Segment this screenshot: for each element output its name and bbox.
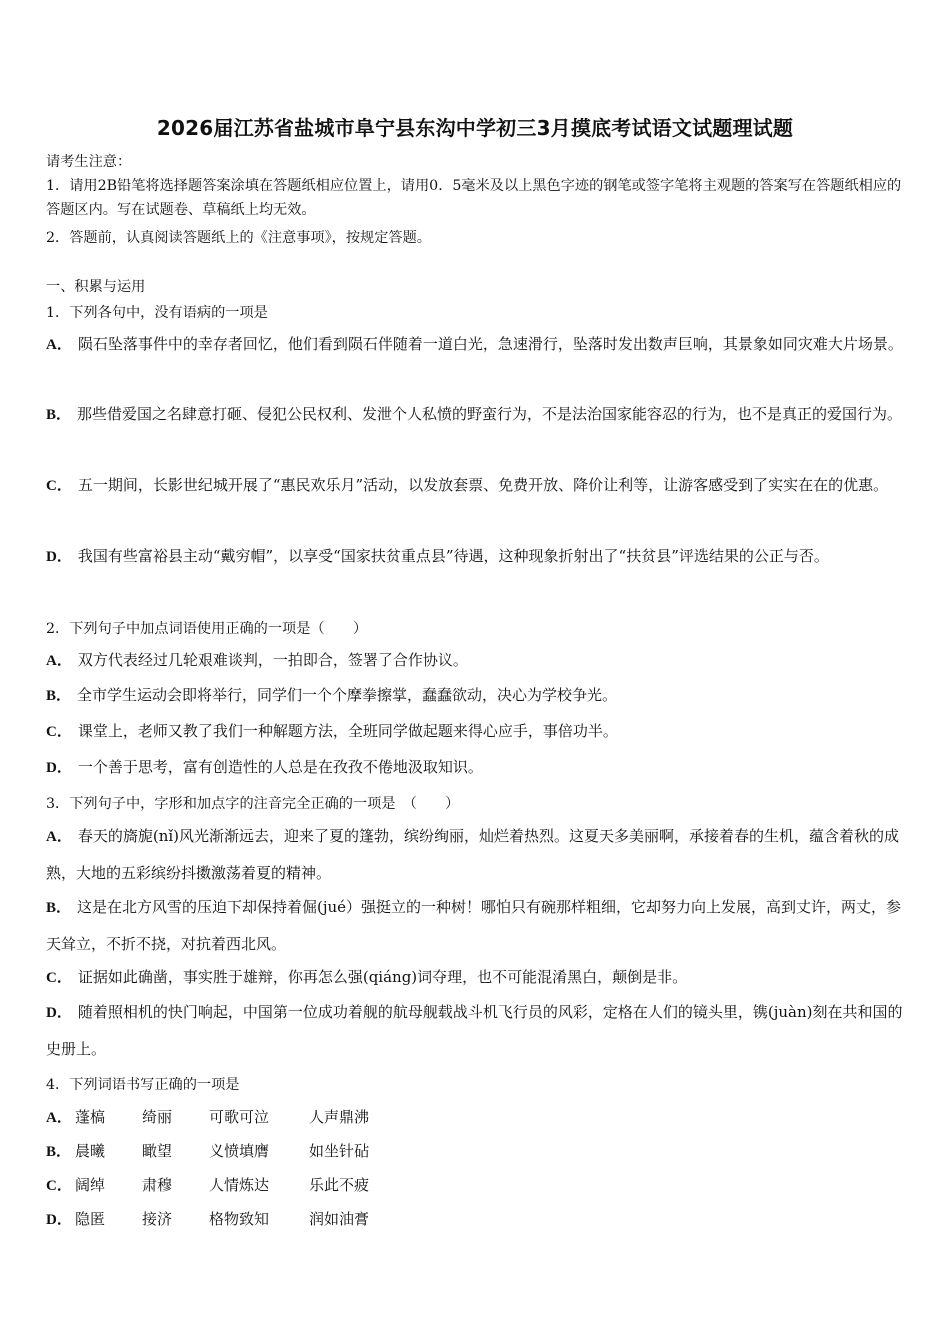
option-text: 随着照相机的快门响起，中国第一位成功着舰的航母舰载战斗机飞行员的风彩，定格在人们的镜头里，镌(juàn)刻在共和国的史册上。 — [46, 1003, 903, 1058]
question-2-stem: 2．下列句子中加点词语使用正确的一项是（ ） — [46, 621, 368, 637]
option-letter: D． — [46, 549, 72, 565]
word-2: 绮丽 — [142, 1108, 173, 1126]
word-4: 润如油膏 — [309, 1210, 370, 1228]
question-1-option-d — [46, 538, 908, 575]
notice-item-1: 1．请用2B铅笔将选择题答案涂填在答题纸相应位置上，请用0．5毫米及以上黑色字迹的钢笔或签字笔将主观题的答案写在答题纸相应的答题区内。写在试题卷、草稿纸上均无效。 — [46, 178, 902, 218]
option-letter: D． — [46, 760, 72, 776]
question-2-option-a — [46, 642, 908, 679]
option-letter: A． — [46, 337, 72, 353]
word-2: 瞰望 — [142, 1142, 173, 1160]
question-1-option-b — [46, 396, 908, 433]
option-text: 证据如此确凿，事实胜于雄辩，你再怎么强(qiáng)词夺理，也不可能混淆黑白，颠倒是非。 — [77, 968, 688, 986]
question-3-option-a — [46, 818, 908, 891]
word-3: 可歌可泣 — [209, 1108, 270, 1126]
word-2: 肃穆 — [142, 1176, 173, 1194]
option-text: 陨石坠落事件中的幸存者回忆，他们看到陨石伴随着一道白光，急速滑行，坠落时发出数声巨响，其景象如同灾难大片场景。 — [77, 335, 903, 353]
notice-heading: 请考生注意： — [46, 154, 132, 170]
page-title: 2026届江苏省盐城市阜宁县东沟中学初三3月摸底考试语文试题理试题 — [156, 116, 794, 140]
word-3: 义愤填膺 — [209, 1142, 270, 1160]
notice-item-2: 2．答题前，认真阅读答题纸上的《注意事项》，按规定答题。 — [46, 230, 431, 246]
option-letter: B． — [46, 407, 72, 423]
option-text: 这是在北方风雪的压迫下却保持着倔(jué）强挺立的一种树！哪怕只有碗那样粗细，它却努力向上发展，高到丈许，两丈，参天耸立，不折不挠，对抗着西北风。 — [46, 898, 902, 953]
word-1: 阔绰 — [75, 1176, 106, 1194]
option-letter: D． — [46, 1005, 72, 1021]
option-letter: D． — [46, 1212, 72, 1228]
option-text: 一个善于思考，富有创造性的人总是在孜孜不倦地汲取知识。 — [77, 758, 483, 776]
word-3: 人情炼达 — [209, 1176, 270, 1194]
question-4-stem: 4．下列词语书写正确的一项是 — [46, 1077, 240, 1093]
question-3-option-b — [46, 889, 908, 962]
word-1: 蓬槁 — [75, 1108, 106, 1126]
question-1-option-c — [46, 467, 908, 504]
option-letter: B． — [46, 688, 72, 704]
word-2: 接济 — [142, 1210, 173, 1228]
question-2-option-b — [46, 677, 908, 714]
question-3-stem: 3．下列句子中，字形和加点字的注音完全正确的一项是 （ ） — [46, 796, 460, 812]
word-4: 人声鼎沸 — [309, 1108, 370, 1126]
section-heading: 一、积累与运用 — [46, 279, 146, 295]
option-text: 春天的旖旎(nǐ)风光渐渐远去，迎来了夏的篷勃，缤纷绚丽，灿烂着热烈。这夏天多美丽啊，承接着春的生机，蕴含着秋的成熟，大地的五彩缤纷抖擞激荡着夏的精神。 — [46, 827, 900, 882]
word-1: 隐匿 — [75, 1210, 106, 1228]
word-1: 晨曦 — [75, 1142, 106, 1160]
option-text: 双方代表经过几轮艰难谈判，一拍即合，签署了合作协议。 — [77, 651, 468, 669]
word-3: 格物致知 — [209, 1210, 270, 1228]
question-2-option-c — [46, 713, 908, 750]
option-text: 五一期间，长影世纪城开展了“惠民欢乐月”活动，以发放套票、免费开放、降价让利等，让游客感受到了实实在在的优惠。 — [77, 476, 889, 494]
question-2-option-d — [46, 749, 908, 786]
option-letter: B． — [46, 1144, 72, 1160]
option-letter: C． — [46, 478, 72, 494]
option-letter: B． — [46, 900, 72, 916]
option-letter: A． — [46, 1110, 72, 1126]
option-letter: A． — [46, 829, 72, 845]
option-letter: C． — [46, 1178, 72, 1194]
word-4: 乐此不疲 — [309, 1176, 370, 1194]
option-text: 我国有些富裕县主动“戴穷帽”，以享受“国家扶贫重点县”待遇，这种现象折射出了“扶贫县”评选结果的公正与否。 — [77, 547, 829, 565]
word-4: 如坐针砧 — [309, 1142, 370, 1160]
question-1-option-a — [46, 326, 908, 363]
option-text: 课堂上，老师又教了我们一种解题方法，全班同学做起题来得心应手，事倍功半。 — [77, 722, 618, 740]
option-letter: A． — [46, 653, 72, 669]
question-3-option-c — [46, 959, 908, 996]
option-text: 那些借爱国之名肆意打砸、侵犯公民权利、发泄个人私愤的野蛮行为，不是法治国家能容忍的行为，也不是真正的爱国行为。 — [77, 405, 903, 423]
question-3-option-d — [46, 994, 908, 1067]
question-1-stem: 1．下列各句中，没有语病的一项是 — [46, 305, 268, 321]
option-text: 全市学生运动会即将举行，同学们一个个摩拳擦掌，蠢蠢欲动，决心为学校争光。 — [77, 686, 618, 704]
option-letter: C． — [46, 724, 72, 740]
option-letter: C． — [46, 970, 72, 986]
